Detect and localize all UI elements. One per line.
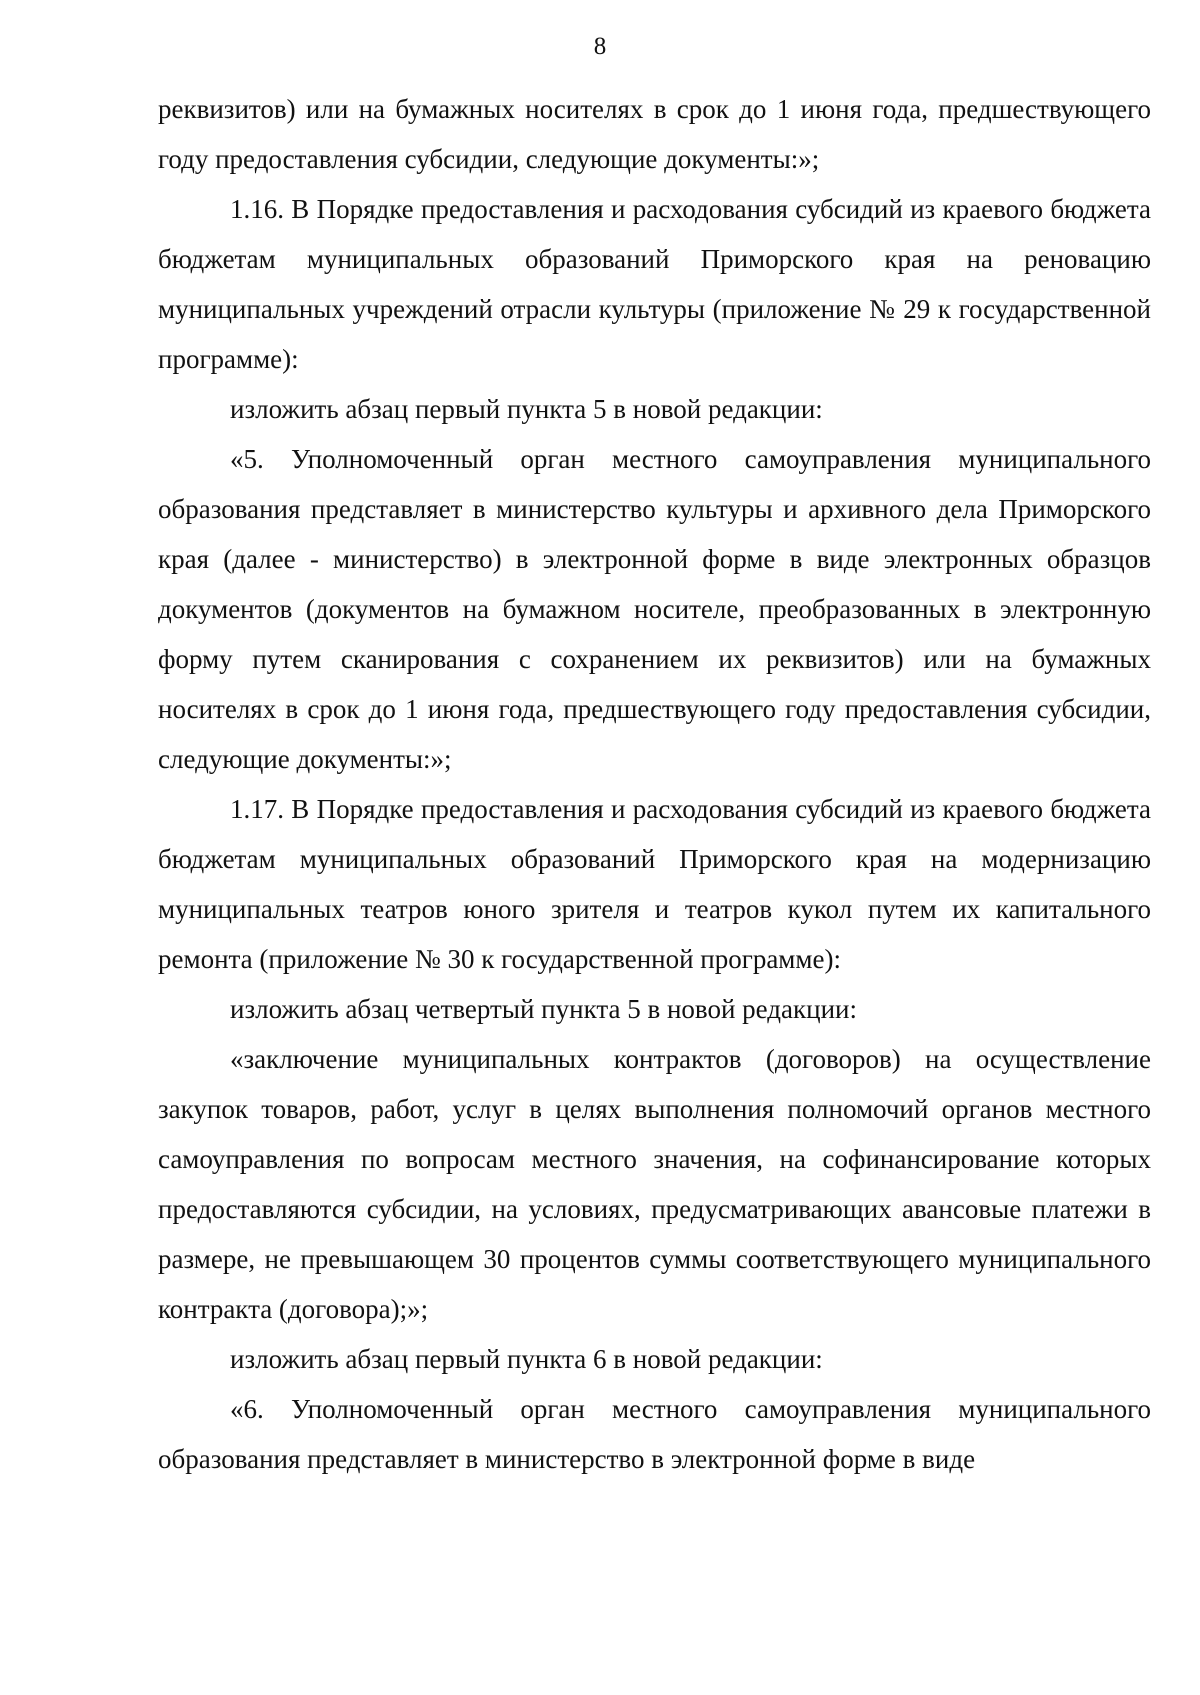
- paragraph-quote-6: «6. Уполномоченный орган местного самоуправления муниципального образования представляет в министерство в электронной форме в виде: [158, 1394, 1151, 1474]
- paragraph-continuation: реквизитов) или на бумажных носителях в срок до 1 июня года, предшествующего году предоставления субсидии, следующие документы:»;: [158, 94, 1151, 174]
- paragraph-item-1-16: 1.16. В Порядке предоставления и расходования субсидий из краевого бюджета бюджетам муниципальных образований Приморского края на реновацию муниципальных учреждений отрасли культуры (приложение № 29 к государственной программе):: [158, 194, 1151, 374]
- paragraph-instruction: изложить абзац первый пункта 5 в новой редакции:: [230, 394, 823, 424]
- paragraph-item-1-17: 1.17. В Порядке предоставления и расходования субсидий из краевого бюджета бюджетам муниципальных образований Приморского края на модернизацию муниципальных театров юного зрителя и театров кукол путем их капитального ремонта (приложение № 30 к государственной программе):: [158, 794, 1151, 974]
- paragraph-quote-contracts: «заключение муниципальных контрактов (договоров) на осуществление закупок товаров, работ, услуг в целях выполнения полномочий органов местного самоуправления по вопросам местного значения, на софинансирование которых предоставляются субсидии, на условиях, предусматривающих авансовые платежи в размере, не превышающем 30 процентов суммы соответствующего муниципального контракта (договора);»;: [158, 1044, 1151, 1324]
- page-number: 8: [593, 33, 607, 60]
- paragraph-instruction: изложить абзац четвертый пункта 5 в новой редакции:: [230, 994, 857, 1024]
- paragraph-quote-5: «5. Уполномоченный орган местного самоуправления муниципального образования представляет в министерство культуры и архивного дела Приморского края (далее - министерство) в электронной форме в виде электронных образцов документов (документов на бумажном носителе, преобразованных в электронную форму путем сканирования с сохранением их реквизитов) или на бумажных носителях в срок до 1 июня года, предшествующего году предоставления субсидии, следующие документы:»;: [158, 444, 1151, 774]
- document-body: [158, 84, 1151, 1484]
- paragraph-instruction: изложить абзац первый пункта 6 в новой редакции:: [230, 1344, 823, 1374]
